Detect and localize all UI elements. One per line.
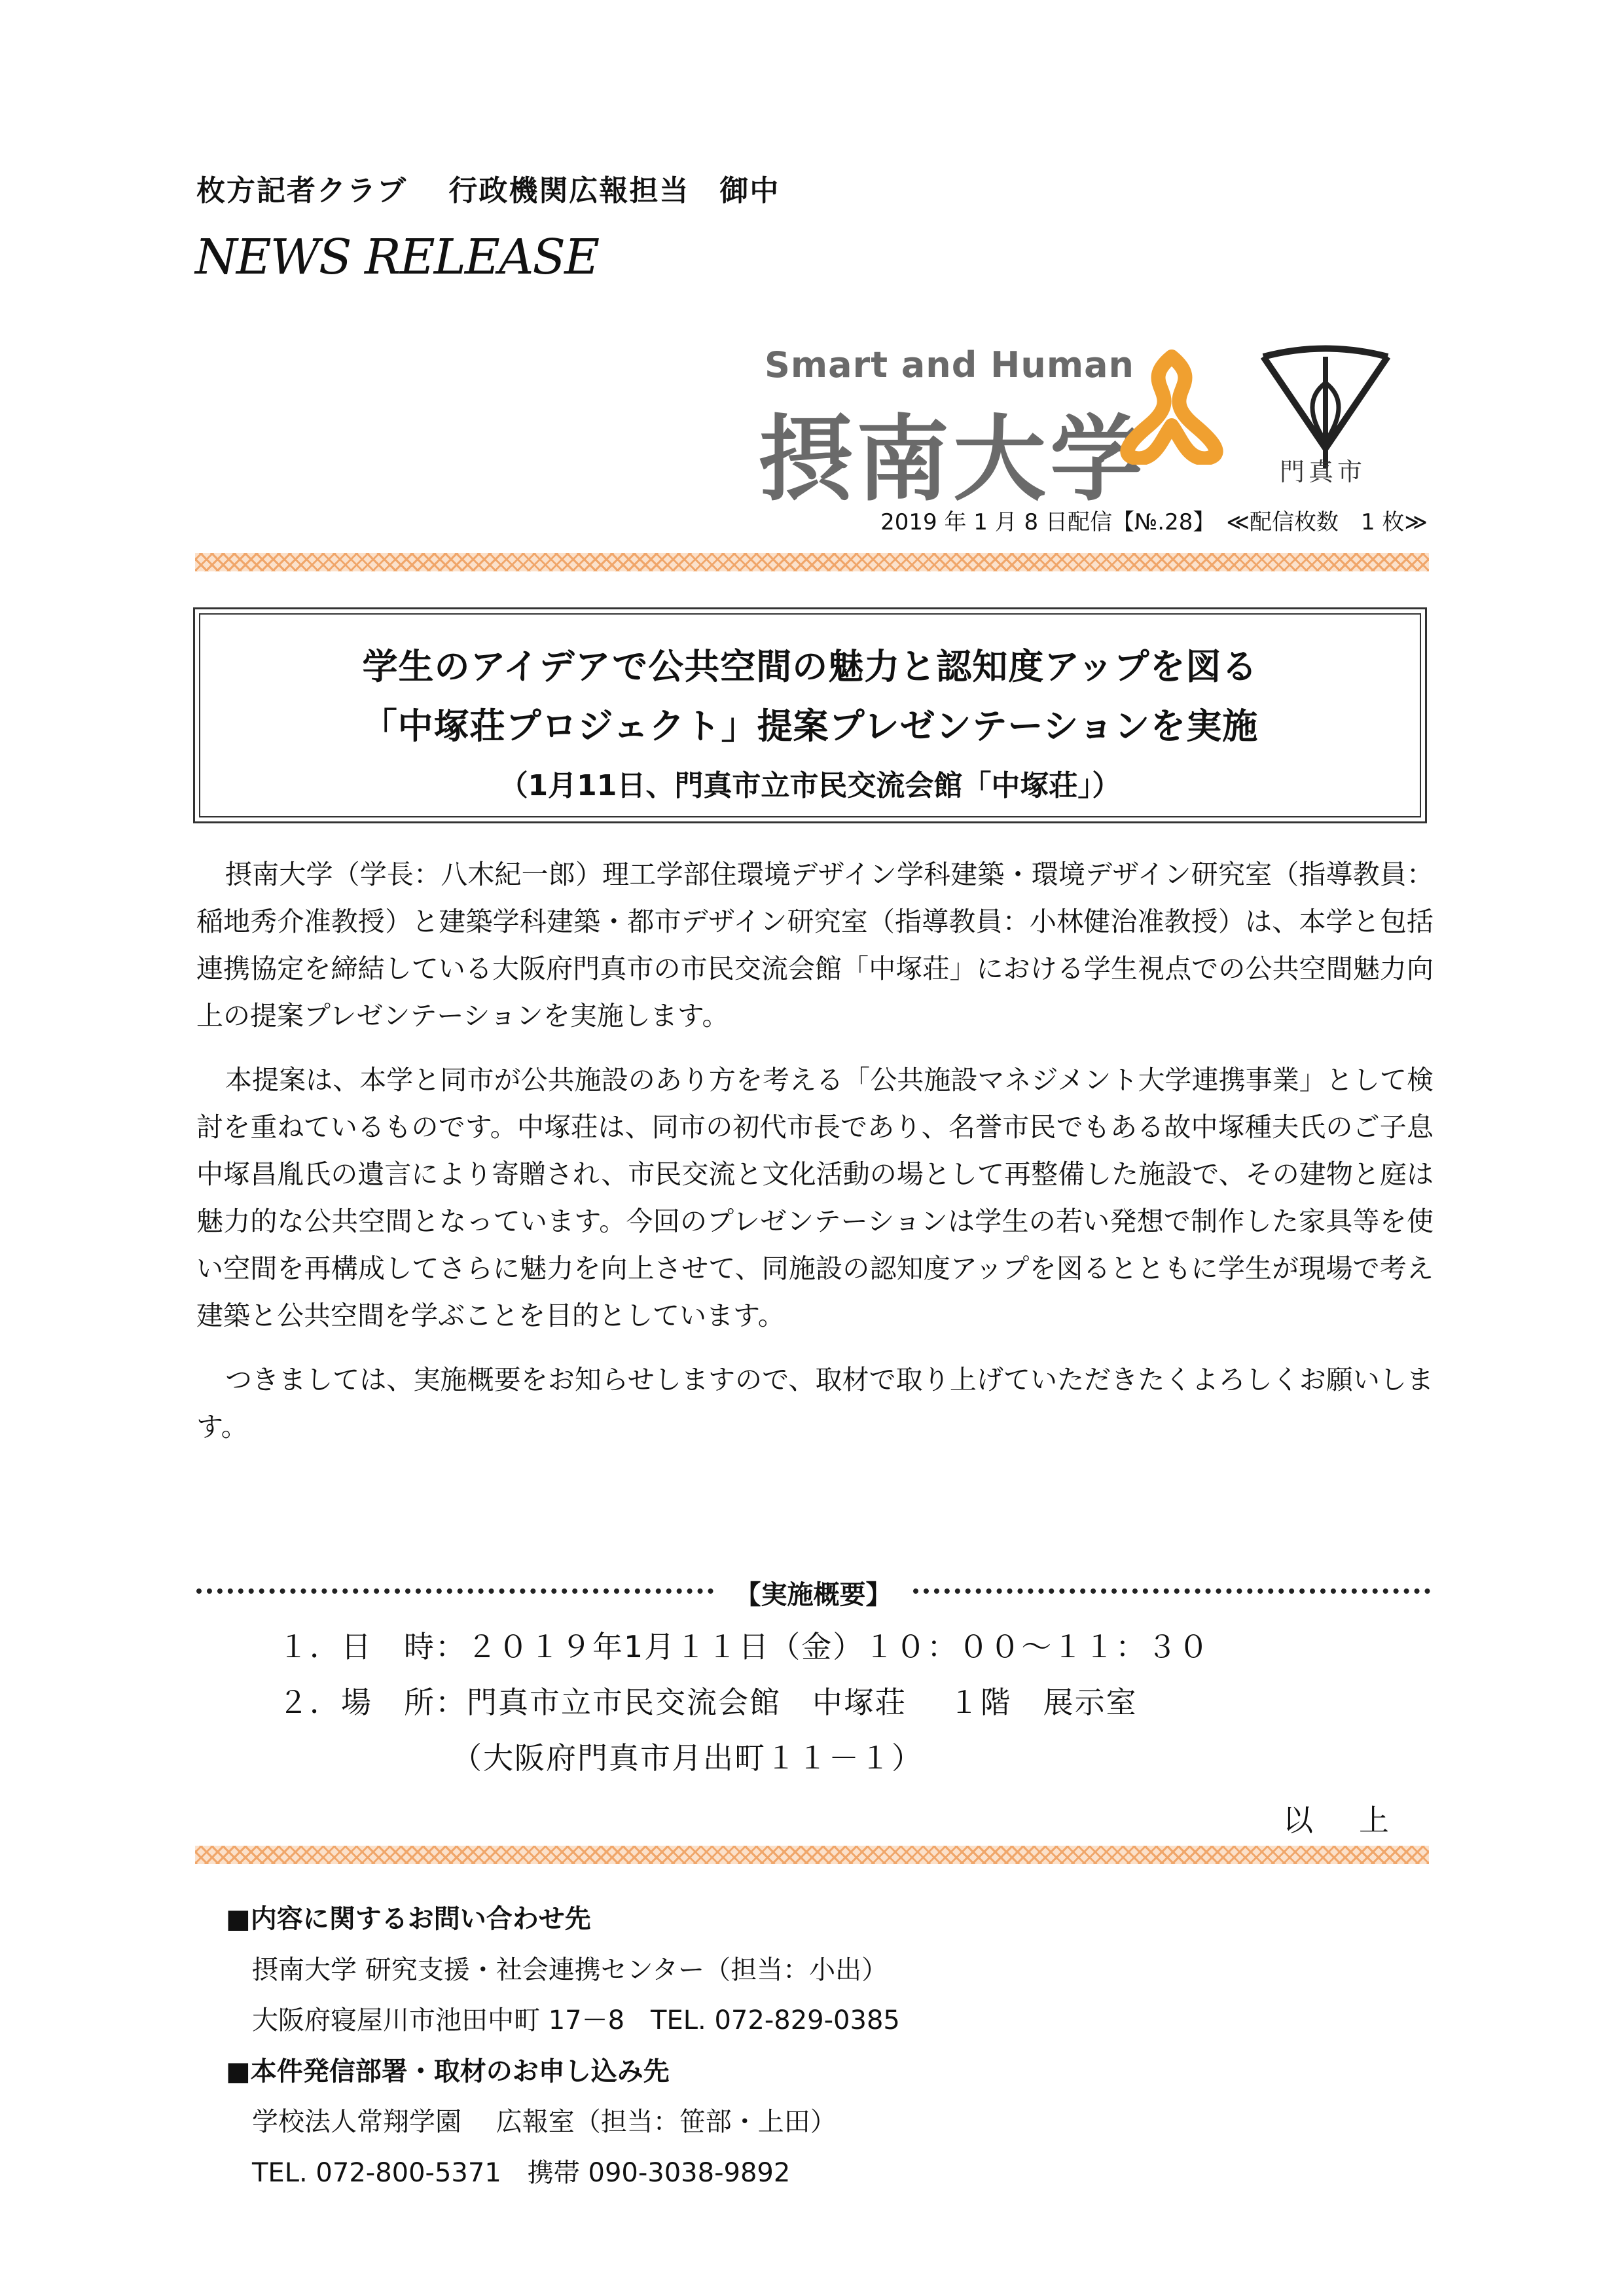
inquiry-heading: ■内容に関するお問い合わせ先	[226, 1904, 591, 1934]
university-tagline: Smart and Human	[765, 344, 1134, 386]
overview-date-time: １．日 時：２０１９年1月１１日（金）１０：００～１１：３０	[278, 1629, 1210, 1664]
dotted-rule-right	[913, 1588, 1430, 1599]
title-line-3: （1月11日、門真市立市民交流会館「中塚荘」）	[499, 769, 1121, 802]
press-heading: ■本件発信部署・取材のお申し込み先	[226, 2056, 670, 2087]
news-release-label: NEWS RELEASE	[195, 229, 599, 285]
decorative-band-top	[195, 553, 1429, 571]
body-paragraph-2: 本提案は、本学と同市が公共施設のあり方を考える「公共施設マネジメント大学連携事業」として検討を重ねているものです。中塚荘は、同市の初代市長であり、名誉市民でもある故中塚種夫氏のご子息中塚昌胤氏の遺言により寄贈され、市民交流と文化活動の場として再整備した施設で、その建物と庭は魅力的な公共空間となっています。今回のプレゼンテーションは学生の若い発想で制作した家具等を使い空間を再構成してさらに魅力を向上させて、同施設の認知度アップを図るとともに学生が現場で考え建築と公共空間を学ぶことを目的としています。	[196, 1064, 1434, 1331]
press-organization: 学校法人常翔学園 広報室（担当：笹部・上田）	[252, 2107, 837, 2137]
body-paragraph-1: 摂南大学（学長：八木紀一郎）理工学部住環境デザイン学科建築・環境デザイン研究室（指導教員：稲地秀介准教授）と建築学科建築・都市デザイン研究室（指導教員：小林健治准教授）は、本学と包括連携協定を締結している大阪府門真市の市民交流会館「中塚荘」における学生視点での公共空間魅力向上の提案プレゼンテーションを実施します。	[196, 859, 1434, 1031]
press-tel: TEL. 072-800-5371 携帯 090-3038-9892	[252, 2158, 791, 2188]
closing-mark: 以 上	[1283, 1803, 1397, 1838]
decorative-band-bottom	[195, 1846, 1429, 1864]
overview-address: （大阪府門真市月出町１１－１）	[452, 1740, 923, 1776]
overview-divider	[196, 1574, 1430, 1610]
title-line-1: 学生のアイデアで公共空間の魅力と認知度アップを図る	[362, 646, 1258, 687]
delivery-info: 2019 年 1 月 8 日配信【№.28】 ≪配信枚数 1 枚≫	[880, 509, 1428, 535]
title-box	[193, 607, 1427, 823]
overview-location: ２．場 所：門真市立市民交流会館 中塚荘 １階 展示室	[278, 1685, 1138, 1720]
body-paragraph-3: つきましては、実施概要をお知らせしますので、取材で取り上げていただきたくよろしくお願いします。	[196, 1364, 1434, 1443]
inquiry-organization: 摂南大学 研究支援・社会連携センター（担当：小出）	[252, 1955, 888, 1985]
title-line-2: 「中塚荘プロジェクト」提案プレゼンテーションを実施	[361, 706, 1259, 747]
body-text	[196, 851, 1434, 1467]
inquiry-address-tel: 大阪府寝屋川市池田中町 17－8 TEL. 072-829-0385	[252, 2005, 900, 2036]
university-logo-icon	[1110, 347, 1234, 465]
university-name-logo: 摂南大学	[759, 406, 1147, 514]
city-name-label: 門真市	[1280, 457, 1367, 486]
addressee: 枚方記者クラブ 行政機関広報担当 御中	[196, 174, 780, 207]
overview-heading: 【実施概要】	[734, 1580, 892, 1610]
